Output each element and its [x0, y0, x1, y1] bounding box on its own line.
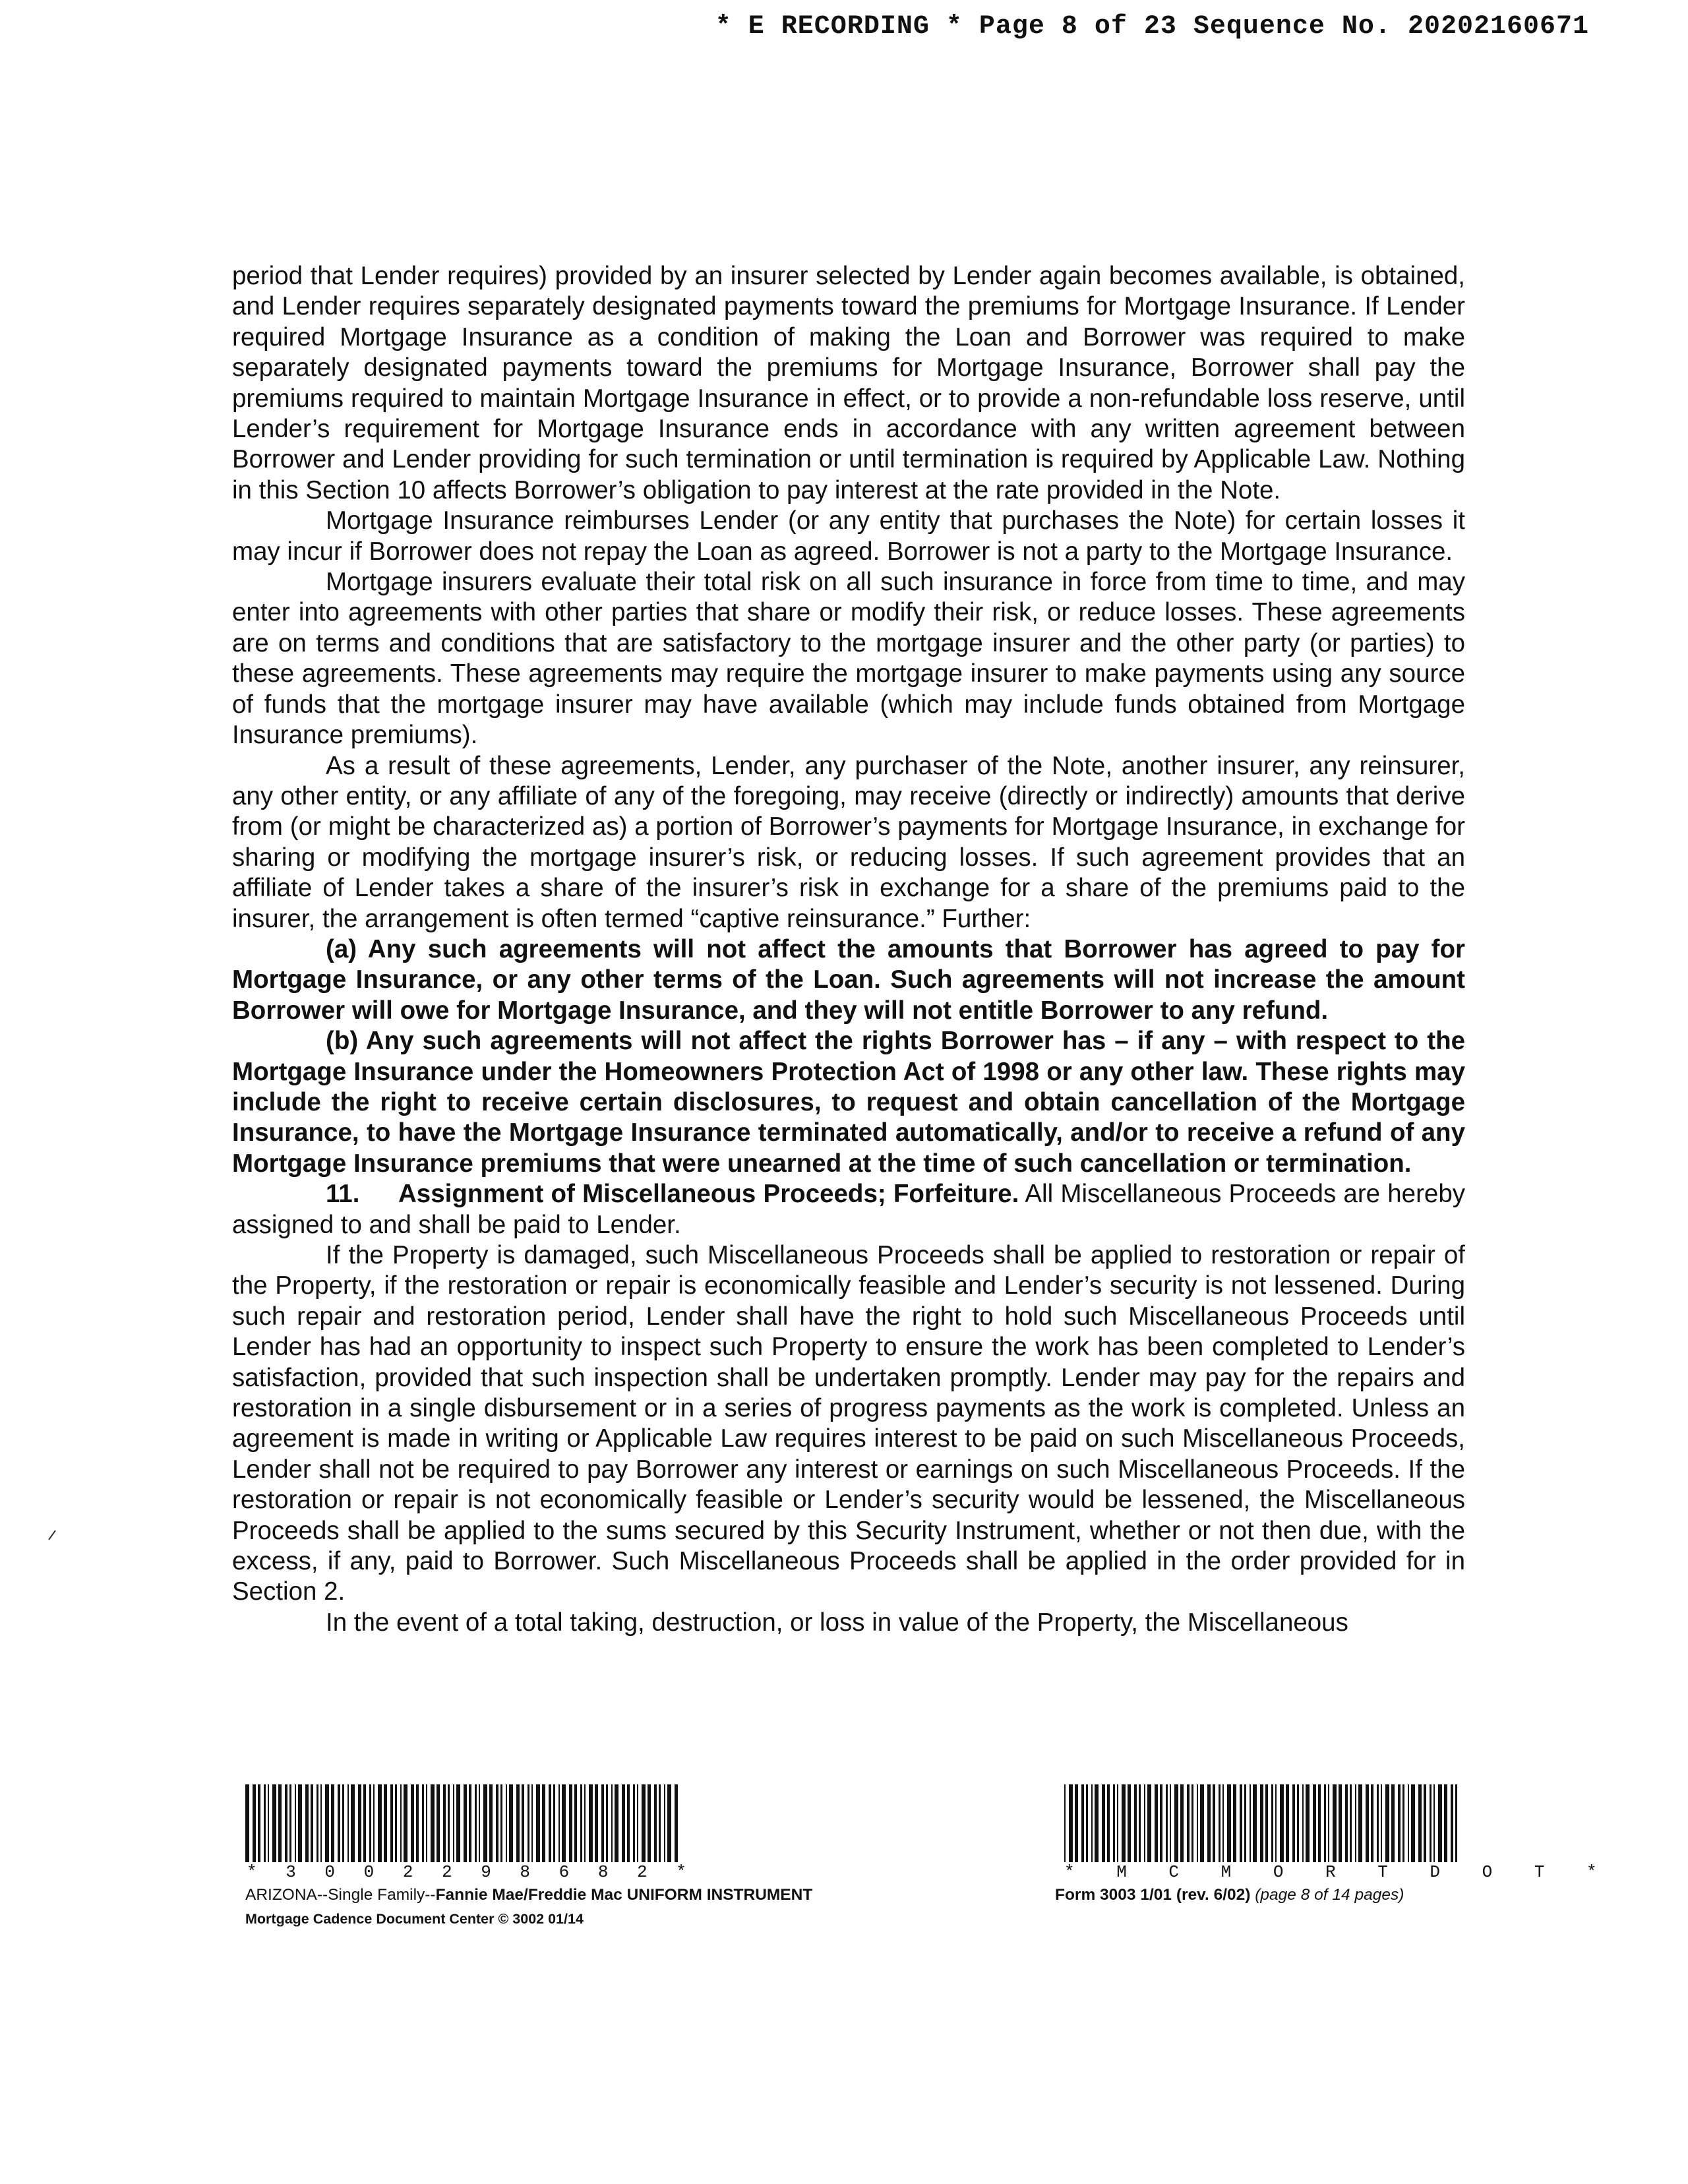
barcode-bar: [1371, 1784, 1373, 1862]
paragraph-continuation: period that Lender requires) provided by an insurer selected by Lender again becomes available, is obtained, and Lender requires separately designated payments toward the premiums for Mortgage Insurance. If Lender required Mortgage Insurance as a condition of making the Loan and Borrower was required to make separately designated payments toward the premiums for Mortgage Insurance, Borrower shall pay the premiums required to maintain Mortgage Insurance in effect, or to provide a non-refundable loss reserve, until Lender’s requirement for Mortgage Insurance ends in accordance with any written agreement between Borrower and Lender providing for such termination or until termination is required by Applicable Law. Nothing in this Section 10 affects Borrower’s obligation to pay interest at the rate provided in the Note.: [232, 262, 1465, 504]
barcode-bar: [1391, 1784, 1395, 1862]
footer-left: [245, 1784, 812, 1927]
barcode-bar: [1197, 1784, 1198, 1862]
barcode-bar: [1424, 1784, 1426, 1862]
paragraph-agreements: As a result of these agreements, Lender, any purchaser of the Note, another insurer, any reinsurer, any other entity, or any affiliate of any of the foregoing, may receive (directly or indirectly) amounts that derive from (or might be characterized as) a portion of Borrower’s payments for Mortgage Insurance, in exchange for sharing or modifying the mortgage insurer’s risk, or reducing losses. If such agreement provides that an affiliate of Lender takes a share of the insurer’s risk in exchange for a share of the premiums paid to the insurer, the arrangement is often termed “captive reinsurance.” Further:: [232, 751, 1465, 933]
barcode-bar: [272, 1784, 276, 1862]
barcode-bar: [1081, 1784, 1084, 1862]
barcode-bar: [601, 1784, 604, 1862]
barcode-bar: [1233, 1784, 1236, 1862]
barcode-bar: [431, 1784, 435, 1862]
barcode-bar: [1444, 1784, 1447, 1862]
barcode-bar: [363, 1784, 366, 1862]
section-title: Assignment of Miscellaneous Proceeds; Forfeiture.: [398, 1180, 1019, 1209]
barcode-bar: [316, 1784, 318, 1862]
barcode-bar: [1240, 1784, 1242, 1862]
paragraph-total-taking: In the event of a total taking, destruction, or loss in value of the Property, the Miscellaneous: [326, 1608, 1348, 1637]
barcode-bar: [516, 1784, 520, 1862]
barcode-bar: [1260, 1784, 1263, 1862]
barcode-bar: [1144, 1784, 1145, 1862]
barcode-bar: [1402, 1784, 1404, 1862]
barcode-left-text: * 3 0 0 2 2 9 8 6 8 2 *: [247, 1862, 696, 1882]
barcode-right-text: * M C M O R T D O T *: [1064, 1862, 1613, 1882]
barcode-bar: [637, 1784, 638, 1862]
barcode-bar: [642, 1784, 646, 1862]
footer-form-state: ARIZONA--Single Family--: [245, 1886, 436, 1904]
barcode-bar: [531, 1784, 533, 1862]
barcode-bar: [325, 1784, 329, 1862]
barcode-bar: [347, 1784, 349, 1862]
barcode-bar: [479, 1784, 480, 1862]
barcode-bar: [584, 1784, 586, 1862]
barcode-bar: [358, 1784, 361, 1862]
barcode-bar: [369, 1784, 371, 1862]
barcode-bar: [278, 1784, 282, 1862]
barcode-bar: [1075, 1784, 1078, 1862]
barcode-bar: [667, 1784, 671, 1862]
barcode-bar: [627, 1784, 630, 1862]
barcode-bar: [1180, 1784, 1184, 1862]
barcode-bar: [1339, 1784, 1342, 1862]
barcode-bar: [1286, 1784, 1289, 1862]
barcode-bar: [659, 1784, 661, 1862]
barcode-bar: [1430, 1784, 1432, 1862]
barcode-bar: [1377, 1784, 1379, 1862]
recording-stamp: * E RECORDING * Page 8 of 23 Sequence No. 20202160671: [715, 12, 1589, 42]
barcode-bar: [553, 1784, 555, 1862]
barcode-bar: [1250, 1784, 1251, 1862]
barcode-bar: [1265, 1784, 1268, 1862]
barcode-bar: [1451, 1784, 1453, 1862]
footer-form-number: [1055, 1886, 1613, 1904]
barcode-bar: [437, 1784, 440, 1862]
barcode-bar: [1306, 1784, 1310, 1862]
barcode-bar: [1170, 1784, 1171, 1862]
barcode-bar: [1275, 1784, 1277, 1862]
barcode-bar: [253, 1784, 256, 1862]
barcode-bar: [453, 1784, 454, 1862]
barcode-bar: [496, 1784, 498, 1862]
barcode-bar: [664, 1784, 665, 1862]
barcode-bar: [1102, 1784, 1105, 1862]
barcode-bar: [648, 1784, 651, 1862]
barcode-bar: [1313, 1784, 1316, 1862]
barcode-bar: [1166, 1784, 1168, 1862]
barcode-bar: [633, 1784, 635, 1862]
barcode-bar: [395, 1784, 397, 1862]
barcode-bar: [622, 1784, 625, 1862]
barcode-bar: [475, 1784, 477, 1862]
barcode-bar: [443, 1784, 446, 1862]
paragraph-property-damaged: If the Property is damaged, such Miscellaneous Proceeds shall be applied to restoration or repair of the Property, if the restoration or repair is economically feasible and Lender’s security is not lessened. During such repair and restoration period, Lender shall have the right to hold such Miscellaneous Proceeds until Lender has had an opportunity to inspect such Property to ensure the work has been completed to Lender’s satisfaction, provided that such inspection shall be undertaken promptly. Lender may pay for the repairs and restoration in a single disbursement or in a series of progress payments as the work is completed. Unless an agreement is made in writing or Applicable Law requires interest to be paid on such Miscellaneous Proceeds, Lender shall not be required to pay Borrower any interest or earnings on such Miscellaneous Proceeds. If the restoration or repair is not economically feasible or Lender’s security would be lessened, the Miscellaneous Proceeds shall be applied to the sums secured by this Security Instrument, whether or not then due, with the excess, if any, paid to Borrower. Such Miscellaneous Proceeds shall be applied in the order provided for in Section 2.: [232, 1241, 1465, 1606]
barcode-bar: [489, 1784, 493, 1862]
barcode-bar: [245, 1784, 249, 1862]
barcode-bar: [384, 1784, 387, 1862]
barcode-bar: [1381, 1784, 1382, 1862]
barcode-bar: [258, 1784, 260, 1862]
barcode-bar: [1280, 1784, 1284, 1862]
barcode-bar: [606, 1784, 608, 1862]
barcode-bar: [1091, 1784, 1093, 1862]
barcode-bar: [422, 1784, 424, 1862]
barcode-bar: [264, 1784, 266, 1862]
barcode-bar: [500, 1784, 502, 1862]
barcode-bar: [404, 1784, 407, 1862]
barcode-bar: [351, 1784, 355, 1862]
barcode-bar: [528, 1784, 529, 1862]
barcode-bar: [1292, 1784, 1295, 1862]
barcode-bar: [1324, 1784, 1326, 1862]
barcode-bar: [1244, 1784, 1246, 1862]
footer-form-code: Form 3003 1/01 (rev. 6/02): [1055, 1886, 1251, 1904]
barcode-bar: [522, 1784, 524, 1862]
barcode-bar: [1213, 1784, 1215, 1862]
barcode-bar: [1350, 1784, 1352, 1862]
barcode-bar: [1200, 1784, 1204, 1862]
barcode-bar: [338, 1784, 340, 1862]
barcode-bar: [285, 1784, 287, 1862]
barcode-bar: [1408, 1784, 1409, 1862]
footer-page-count: (page 8 of 14 pages): [1255, 1886, 1404, 1904]
barcode-bar: [1174, 1784, 1178, 1862]
barcode-bar: [615, 1784, 618, 1862]
barcode-bar: [675, 1784, 678, 1862]
barcode-bar: [1358, 1784, 1362, 1862]
barcode-bar: [464, 1784, 467, 1862]
barcode-bar: [1455, 1784, 1457, 1862]
barcode-bar: [469, 1784, 471, 1862]
barcode-bar: [1069, 1784, 1073, 1862]
barcode-bar: [1385, 1784, 1389, 1862]
barcode-bar: [320, 1784, 322, 1862]
barcode-bar: [289, 1784, 291, 1862]
barcode-bar: [1122, 1784, 1126, 1862]
barcode-bar: [1117, 1784, 1118, 1862]
barcode-bar: [1418, 1784, 1422, 1862]
barcode-bar: [1219, 1784, 1221, 1862]
barcode-bar: [1297, 1784, 1299, 1862]
barcode-bar: [569, 1784, 572, 1862]
barcode-bar: [1222, 1784, 1224, 1862]
barcode-bar: [1139, 1784, 1141, 1862]
barcode-bar: [342, 1784, 344, 1862]
barcode-bar: [1366, 1784, 1369, 1862]
barcode-bar: [400, 1784, 402, 1862]
barcode-bar: [295, 1784, 296, 1862]
barcode-bar: [426, 1784, 427, 1862]
section-11-heading: [232, 1179, 1465, 1240]
barcode-bar: [448, 1784, 450, 1862]
barcode-bar: [1271, 1784, 1273, 1862]
barcode-bar: [331, 1784, 334, 1862]
barcode-bar: [378, 1784, 382, 1862]
barcode-bar: [1147, 1784, 1151, 1862]
barcode-bar: [411, 1784, 414, 1862]
barcode-bar: [1128, 1784, 1131, 1862]
barcode-bar: [1345, 1784, 1348, 1862]
footer-form-instrument: Fannie Mae/Freddie Mac UNIFORM INSTRUMENT: [435, 1886, 813, 1904]
barcode-bar: [1355, 1784, 1356, 1862]
barcode-bar: [416, 1784, 419, 1862]
barcode-bar: [1433, 1784, 1435, 1862]
barcode-bar: [1187, 1784, 1190, 1862]
barcode-bar: [509, 1784, 513, 1862]
barcode-bar: [1302, 1784, 1304, 1862]
barcode-bar: [1113, 1784, 1115, 1862]
barcode-bar: [558, 1784, 560, 1862]
barcode-bar: [298, 1784, 302, 1862]
barcode-bar: [1064, 1784, 1066, 1862]
barcode-bar: [1191, 1784, 1193, 1862]
barcode-bar: [1318, 1784, 1321, 1862]
barcode-bar: [456, 1784, 460, 1862]
footer-form-title: [245, 1886, 812, 1904]
barcode-bar: [1227, 1784, 1231, 1862]
barcode-bar: [311, 1784, 313, 1862]
barcode-bar: [1411, 1784, 1415, 1862]
barcode-bar: [1160, 1784, 1162, 1862]
barcode-bar: [1253, 1784, 1257, 1862]
barcode-right: [1064, 1784, 1613, 1862]
barcode-bar: [268, 1784, 269, 1862]
barcode-bar: [1107, 1784, 1110, 1862]
barcode-bar: [580, 1784, 582, 1862]
barcode-bar: [562, 1784, 566, 1862]
barcode-bar: [1398, 1784, 1401, 1862]
document-body: [232, 261, 1465, 1638]
paragraph-clause-a: (a) Any such agreements will not affect the amounts that Borrower has agreed to pay for Mortgage Insurance, or any other terms of the Loan. Such agreements will not increase the amount Borrower will owe for Mortgage Insurance, and they will not entitle Borrower to any refund.: [232, 934, 1465, 1025]
barcode-bar: [589, 1784, 593, 1862]
barcode-bar: [574, 1784, 577, 1862]
barcode-bar: [1086, 1784, 1088, 1862]
stray-mark: [46, 1529, 59, 1542]
section-number: 11.: [326, 1180, 360, 1209]
barcode-bar: [549, 1784, 551, 1862]
barcode-bar: [1095, 1784, 1099, 1862]
barcode-bar: [373, 1784, 375, 1862]
footer-doc-center: Mortgage Cadence Document Center © 3002 01/14: [245, 1911, 584, 1927]
barcode-bar: [542, 1784, 545, 1862]
barcode-bar: [1207, 1784, 1211, 1862]
barcode-bar: [536, 1784, 540, 1862]
barcode-bar: [390, 1784, 393, 1862]
paragraph-mi-reimburses: Mortgage Insurance reimburses Lender (or any entity that purchases the Note) for certain losses it may incur if Borrower does not repay the Loan as agreed. Borrower is not a party to the Mortgage Insurance.: [232, 506, 1465, 566]
barcode-bar: [654, 1784, 657, 1862]
paragraph-mi-insurers: Mortgage insurers evaluate their total risk on all such insurance in force from time to time, and may enter into agreements with other parties that share or modify their risk, or reduce losses. These agreements are on terms and conditions that are satisfactory to the mortgage insurer and the other party (or parties) to these agreements. These agreements may require the mortgage insurer to make payments using any source of funds that the mortgage insurer may have available (which may include funds obtained from Mortgage Insurance premiums).: [232, 568, 1465, 750]
barcode-bar: [1155, 1784, 1158, 1862]
barcode-bar: [611, 1784, 613, 1862]
barcode-bar: [595, 1784, 598, 1862]
barcode-bar: [1328, 1784, 1329, 1862]
footer-right: [1055, 1784, 1613, 1904]
barcode-bar: [506, 1784, 507, 1862]
barcode-bar: [305, 1784, 309, 1862]
barcode-bar: [483, 1784, 487, 1862]
section-text: All Miscellaneous Proceeds are hereby assigned to and shall be paid to Lender.: [232, 1180, 1465, 1239]
barcode-bar: [1333, 1784, 1337, 1862]
barcode-bar: [1438, 1784, 1442, 1862]
barcode-bar: [1134, 1784, 1137, 1862]
barcode-left: [245, 1784, 812, 1862]
paragraph-clause-b: (b) Any such agreements will not affect the rights Borrower has – if any – with respect to the Mortgage Insurance under the Homeowners Protection Act of 1998 or any other law. These rights may include the right to receive certain disclosures, to request and obtain cancellation of the Mortgage Insurance, to have the Mortgage Insurance terminated automatically, and/or to receive a refund of any Mortgage Insurance premiums that were unearned at the time of such cancellation or termination.: [232, 1027, 1465, 1178]
